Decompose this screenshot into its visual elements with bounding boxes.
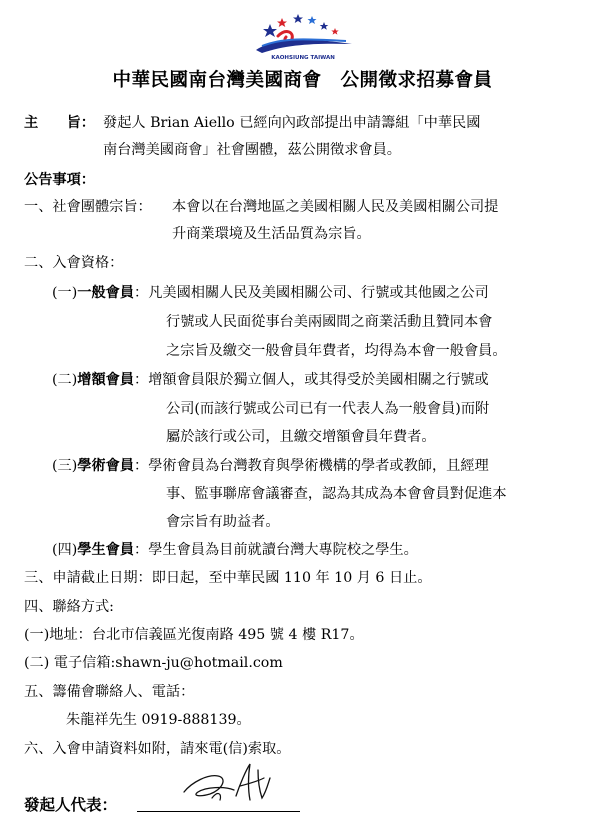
section-3-deadline: 三、申請截止日期：即日起，至中華民國 110 年 10 月 6 日止。 <box>24 570 432 586</box>
purpose-label: 主 旨： <box>24 115 95 131</box>
purpose-line-1: 發起人 Brian Aiello 已經向內政部提出申請籌組「中華民國 <box>103 115 481 131</box>
section-1-line-1: 本會以在台灣地區之美國相關人民及美國相關公司提 <box>172 199 499 215</box>
membership-line-1: 學生會員為目前就讀台灣大專院校之學生。 <box>148 542 418 558</box>
purpose-line-2: 南台灣美國商會」社會團體，茲公開徵求會員。 <box>103 142 401 158</box>
signature <box>178 760 278 816</box>
membership-name: 一般會員 <box>77 285 135 301</box>
membership-item <box>52 456 489 476</box>
membership-item <box>52 370 489 390</box>
membership-number: (二) <box>52 372 78 388</box>
membership-name: 增額會員 <box>77 372 135 388</box>
membership-line-3: 屬於該行或公司，且繳交增額會員年費者。 <box>166 429 436 445</box>
page-title: 中華民國南台灣美國商會 公開徵求招募會員 <box>112 70 493 91</box>
handwritten-signature-icon <box>178 760 278 812</box>
contact-address: (一)地址：台北市信義區光復南路 495 號 4 樓 R17。 <box>24 627 364 643</box>
membership-name: 學生會員 <box>77 542 135 558</box>
membership-line-2: 公司(而該行號或公司已有一代表人為一般會員)而附 <box>166 401 490 417</box>
signature-label: 發起人代表： <box>24 795 118 814</box>
section-1-line-2: 升商業環境及生活品質為宗旨。 <box>172 226 371 242</box>
kaohsiung-logo <box>248 6 358 66</box>
membership-line-1: 增額會員限於獨立個人，或其得受於美國相關之行號或 <box>148 372 489 388</box>
section-5-label: 五、籌備會聯絡人、電話： <box>24 684 195 700</box>
section-2-label: 二、入會資格： <box>24 255 124 271</box>
membership-line-1: 凡美國相關人民及美國相關公司、行號或其他國之公司 <box>148 285 489 301</box>
membership-colon: ： <box>134 285 149 301</box>
section-4-label: 四、聯絡方式: <box>24 599 114 615</box>
membership-line-3: 會宗旨有助益者。 <box>166 514 280 530</box>
logo-caption: KAOHSIUNG TAIWAN <box>271 55 335 61</box>
contact-person: 朱龍祥先生 0919-888139。 <box>66 712 251 728</box>
section-1-label: 一、社會團體宗旨： <box>24 199 152 215</box>
membership-colon: ： <box>134 372 149 388</box>
contact-email: (二) 電子信箱:shawn-ju@hotmail.com <box>24 655 283 671</box>
membership-name: 學術會員 <box>77 458 135 474</box>
membership-item <box>52 540 418 560</box>
membership-line-3: 之宗旨及繳交一般會員年費者，均得為本會一般會員。 <box>166 343 507 359</box>
membership-number: (一) <box>52 285 78 301</box>
membership-line-1: 學術會員為台灣教育與學術機構的學者或教師，且經理 <box>148 458 489 474</box>
membership-colon: ： <box>134 542 149 558</box>
notice-heading: 公告事項： <box>24 172 95 188</box>
membership-number: (四) <box>52 542 78 558</box>
membership-number: (三) <box>52 458 78 474</box>
membership-colon: ： <box>134 458 149 474</box>
kaohsiung-logo-icon <box>248 6 358 62</box>
membership-item <box>52 283 489 303</box>
membership-line-2: 事、監事聯席會議審查，認為其成為本會會員對促進本 <box>166 486 507 502</box>
membership-line-2: 行號或人民面從事台美兩國間之商業活動且贊同本會 <box>166 314 493 330</box>
section-6-note: 六、入會申請資料如附，請來電(信)索取。 <box>24 741 291 757</box>
